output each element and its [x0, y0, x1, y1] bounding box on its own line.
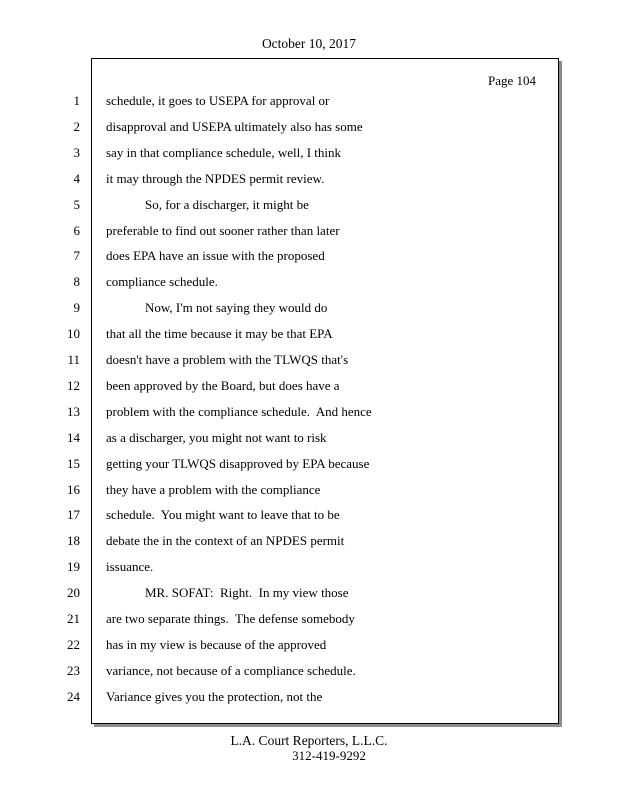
footer-company: L.A. Court Reporters, L.L.C. [230, 733, 388, 748]
line-number: 8 [73, 274, 80, 289]
line-text: schedule. You might want to leave that to be [106, 507, 340, 522]
line-number: 6 [73, 223, 80, 238]
line-number: 23 [67, 663, 80, 678]
line-number: 13 [67, 404, 80, 419]
line-text: it may through the NPDES permit review. [106, 171, 325, 186]
line-number: 12 [67, 378, 80, 393]
line-text: schedule, it goes to USEPA for approval or [106, 93, 330, 108]
page-number: Page 104 [487, 73, 536, 88]
line-number: 19 [67, 559, 80, 574]
line-text: that all the time because it may be that EPA [106, 326, 333, 341]
line-number: 15 [67, 456, 80, 471]
line-number: 14 [67, 430, 80, 445]
line-text: doesn't have a problem with the TLWQS that's [106, 352, 349, 367]
line-text: Variance gives you the protection, not the [106, 689, 323, 704]
line-text: are two separate things. The defense somebody [106, 611, 355, 626]
line-number: 18 [67, 533, 80, 548]
line-text: been approved by the Board, but does have a [106, 378, 340, 393]
line-text: has in my view is because of the approved [106, 637, 327, 652]
line-text: disapproval and USEPA ultimately also has some [106, 119, 363, 134]
line-text: as a discharger, you might not want to risk [106, 430, 327, 445]
line-number: 24 [67, 689, 80, 704]
line-number: 22 [67, 637, 80, 652]
line-number: 7 [73, 248, 80, 263]
line-text: Now, I'm not saying they would do [106, 300, 328, 315]
line-text: say in that compliance schedule, well, I think [106, 145, 342, 160]
line-number: 2 [73, 119, 80, 134]
line-text: getting your TLWQS disapproved by EPA because [106, 456, 370, 471]
line-number: 5 [73, 197, 80, 212]
line-number: 10 [67, 326, 80, 341]
line-text: debate the in the context of an NPDES permit [106, 533, 345, 548]
line-text: So, for a discharger, it might be [106, 197, 309, 212]
line-text: compliance schedule. [106, 274, 218, 289]
line-number: 1 [73, 93, 80, 108]
line-text: does EPA have an issue with the proposed [106, 248, 325, 263]
line-number: 16 [67, 482, 80, 497]
line-number: 3 [73, 145, 80, 160]
line-number: 4 [73, 171, 80, 186]
line-number: 20 [67, 585, 80, 600]
line-text: variance, not because of a compliance schedule. [106, 663, 356, 678]
line-number: 11 [67, 352, 80, 367]
line-number: 9 [73, 300, 80, 315]
line-text: problem with the compliance schedule. And hence [106, 404, 372, 419]
header-date: October 10, 2017 [261, 36, 357, 51]
line-number: 17 [67, 507, 80, 522]
line-text: MR. SOFAT: Right. In my view those [106, 585, 349, 600]
line-text: preferable to find out sooner rather than later [106, 223, 340, 238]
line-text: issuance. [106, 559, 154, 574]
line-number: 21 [67, 611, 80, 626]
footer-phone: 312-419-9292 [292, 748, 366, 763]
line-text: they have a problem with the compliance [106, 482, 321, 497]
